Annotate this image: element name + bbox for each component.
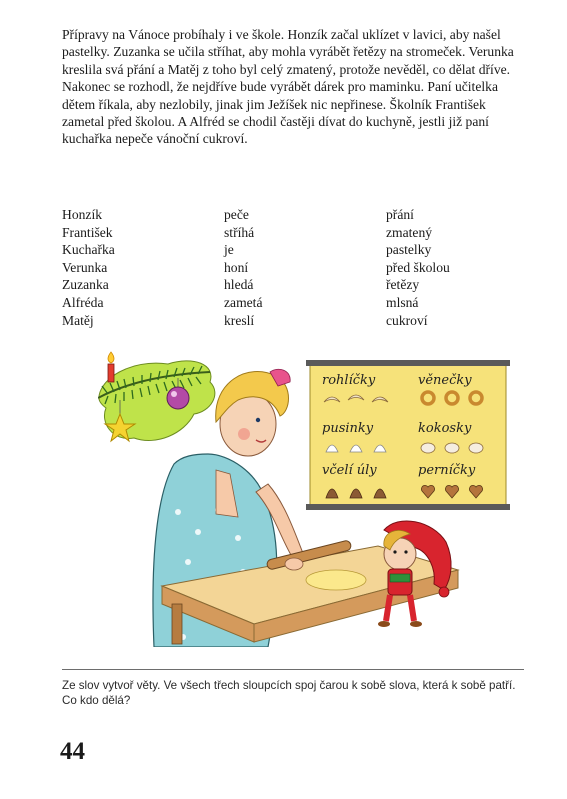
verb-word[interactable]: je <box>224 242 234 258</box>
cook-eye <box>256 418 260 422</box>
divider-line <box>62 669 524 670</box>
subject-word[interactable]: Matěj <box>62 312 94 328</box>
poster-label: pusinky <box>322 421 374 436</box>
verb-word[interactable]: stříhá <box>224 224 255 240</box>
task-instruction: Ze slov vytvoř věty. Ve všech třech sloupcích spoj čarou k sobě slova, která k sobě patří. Co kdo dělá? <box>62 679 516 707</box>
cook-hand <box>285 558 303 570</box>
cookie-poster <box>306 360 510 510</box>
elf-eye <box>393 550 396 553</box>
subjects-column <box>62 206 115 329</box>
elf-eye <box>404 550 407 553</box>
object-word[interactable]: zmatený <box>386 224 433 240</box>
verb-word[interactable]: zametá <box>224 294 263 310</box>
subject-word[interactable]: Zuzanka <box>62 277 109 293</box>
cook-cheek <box>238 428 250 440</box>
bauble-highlight <box>171 391 177 397</box>
poster-label: věnečky <box>418 373 472 388</box>
verb-word[interactable]: peče <box>224 207 249 222</box>
elf-shoe <box>410 621 422 627</box>
subject-word[interactable]: Kuchařka <box>62 242 115 258</box>
subject-word[interactable]: František <box>62 224 113 240</box>
poster-label: rohlíčky <box>322 373 376 388</box>
subject-word[interactable]: Verunka <box>62 259 108 275</box>
poster-bottom-rod <box>306 504 510 510</box>
page-number: 44 <box>60 738 85 765</box>
subject-word[interactable]: Honzík <box>62 207 103 222</box>
object-word[interactable]: mlsná <box>386 294 419 310</box>
table-leg <box>172 604 182 644</box>
object-word[interactable]: řetězy <box>386 277 420 293</box>
story-paragraph: Přípravy na Vánoce probíhaly i ve škole. Honzík začal uklízet v lavici, aby našel pastelky. Zuzanka se učila stříhat, aby mohla vyrábět řetězy na stromeček. Verunka kreslila svá přání a Matěj z toho byl celý zmatený, protože nevěděl, co dělat dříve. Nakonec se rozhodl, že nejdříve bude vyrábět dárek pro maminku. Paní učitelka dětem říkala, aby nezlobily, jinak jim Ježíšek nic nepřinese. Školník František zametal před školou. A Alfréd se chodil častěji dívat do kuchyně, jestli již paní kuchařka nepeče vánoční cukroví. <box>62 27 514 147</box>
hat-pompom <box>439 587 449 597</box>
verb-word[interactable]: kreslí <box>224 312 255 328</box>
verbs-column <box>224 206 263 329</box>
object-word[interactable]: před školou <box>386 259 450 275</box>
poster-label: včelí úly <box>322 463 377 478</box>
elf-shoe <box>378 621 390 627</box>
poster-label: kokosky <box>418 421 472 436</box>
bauble-ornament <box>167 387 189 409</box>
object-word[interactable]: cukroví <box>386 312 428 328</box>
elf-collar <box>390 574 410 582</box>
candle-body <box>108 364 114 382</box>
coconut-cookies <box>421 443 483 453</box>
poster-label: perníčky <box>418 463 476 478</box>
subject-word[interactable]: Alfréda <box>62 294 104 310</box>
object-word[interactable]: pastelky <box>386 242 432 258</box>
dough-sheet <box>306 570 366 590</box>
candle-flame <box>108 352 114 363</box>
objects-column <box>386 206 450 329</box>
object-word[interactable]: přání <box>386 207 414 222</box>
poster-top-rod <box>306 360 510 366</box>
verb-word[interactable]: honí <box>224 259 249 275</box>
christmas-branch <box>98 352 215 441</box>
kitchen-illustration <box>98 342 518 647</box>
verb-word[interactable]: hledá <box>224 277 254 293</box>
